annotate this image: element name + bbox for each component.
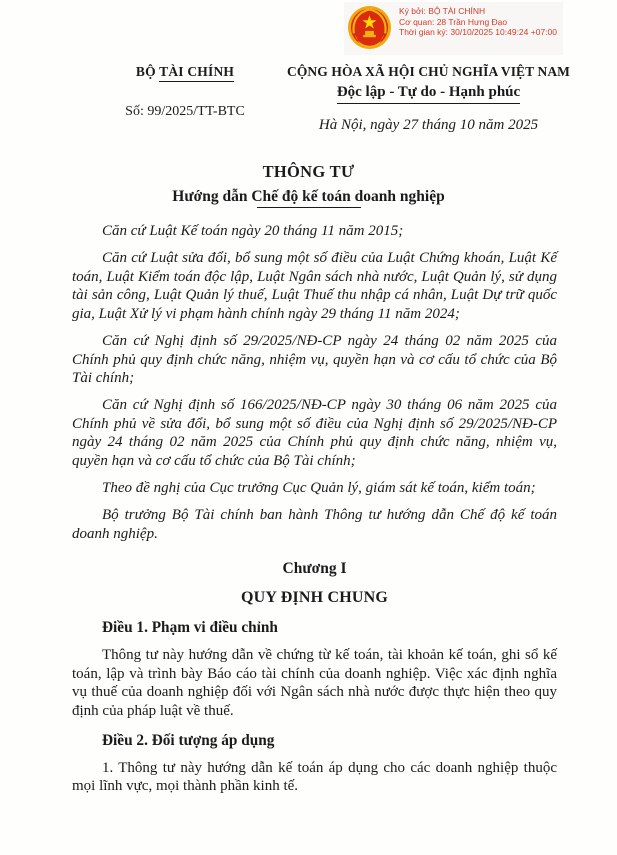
- preamble-paragraph: Căn cứ Luật sửa đổi, bổ sung một số điều của Luật Chứng khoán, Luật Kế toán, Luật Kiểm toán độc lập, Luật Ngân sách nhà nước, Luật Quản lý, sử dụng tài sản công, Luật Quản lý thuế, Luật Thuế thu nhập cá nhân, Luật Dự trữ quốc gia, Luật Xử lý vi phạm hành chính ngày 29 tháng 11 năm 2024;: [72, 250, 557, 322]
- issuing-org-prefix: BỘ: [135, 64, 156, 79]
- digital-signature-stamp: [344, 2, 563, 55]
- article-2: [72, 732, 557, 796]
- preamble-paragraph: Căn cứ Luật Kế toán ngày 20 tháng 11 năm 2015;: [102, 223, 404, 239]
- preamble-paragraph: Theo đề nghị của Cục trưởng Cục Quản lý, giám sát kế toán, kiểm toán;: [102, 480, 536, 497]
- document-type-title: THÔNG TƯ: [262, 162, 355, 181]
- signature-signer: Ký bởi: BỘ TÀI CHÍNH: [399, 6, 486, 16]
- document-number: Số: 99/2025/TT-BTC: [125, 104, 245, 119]
- national-title: CỘNG HÒA XÃ HỘI CHỦ NGHĨA VIỆT NAM: [286, 64, 571, 79]
- article-paragraph: Thông tư này hướng dẫn về chứng từ kế toán, tài khoản kế toán, ghi sổ kế toán, lập và trình bày Báo cáo tài chính của doanh nghiệp. Việc xác định nghĩa vụ thuế của doanh nghiệp đối với Ngân sách nhà nước được thực hiện theo quy định của pháp luật về thuế.: [72, 646, 557, 719]
- national-heading-block: [286, 64, 571, 134]
- chapter-number: Chương I: [282, 560, 347, 578]
- signature-info: [399, 4, 557, 38]
- article-heading: Điều 2. Đối tượng áp dụng: [102, 732, 275, 750]
- preamble: [72, 222, 557, 543]
- issuing-org-name: [70, 64, 300, 80]
- article-heading: Điều 1. Phạm vi điều chỉnh: [102, 619, 278, 637]
- document-body: [72, 222, 557, 796]
- preamble-paragraph: Căn cứ Nghị định số 166/2025/NĐ-CP ngày 30 tháng 06 năm 2025 của Chính phủ về sửa đổi, bổ sung một số điều của Nghị định số 29/2025/NĐ-CP ngày 24 tháng 02 năm 2025 của Chính phủ quy định chức năng, nhiệm vụ, quyền hạn và cơ cấu tổ chức của Bộ Tài chính;: [72, 397, 557, 470]
- national-motto: Độc lập - Tự do - Hạnh phúc: [337, 84, 520, 104]
- document-subject: Hướng dẫn Chế độ kế toán doanh nghiệp: [172, 188, 445, 205]
- issuing-org-block: [70, 64, 300, 134]
- article-1: [72, 619, 557, 720]
- preamble-paragraph: Bộ trưởng Bộ Tài chính ban hành Thông tư hướng dẫn Chế độ kế toán doanh nghiệp.: [72, 507, 557, 542]
- article-paragraph: 1. Thông tư này hướng dẫn kế toán áp dụng cho các doanh nghiệp thuộc mọi lĩnh vực, mọi thành phần kinh tế.: [72, 759, 557, 795]
- subject-underline-rule: [257, 207, 361, 208]
- vietnam-national-emblem-icon: [346, 4, 393, 51]
- signature-timestamp: Thời gian ký: 30/10/2025 10:49:24 +07:00: [399, 27, 557, 37]
- signature-agency: Cơ quan: 28 Trần Hưng Đạo: [399, 16, 508, 27]
- issuing-org-underlined: TÀI CHÍNH: [159, 64, 234, 82]
- preamble-paragraph: Căn cứ Nghị định số 29/2025/NĐ-CP ngày 24 tháng 02 năm 2025 của Chính phủ quy định chức năng, nhiệm vụ, quyền hạn và cơ cấu tổ chức của Bộ Tài chính;: [72, 332, 557, 387]
- place-and-date: Hà Nội, ngày 27 tháng 10 năm 2025: [318, 117, 539, 133]
- chapter-heading: [72, 560, 557, 607]
- chapter-name: QUY ĐỊNH CHUNG: [240, 589, 389, 607]
